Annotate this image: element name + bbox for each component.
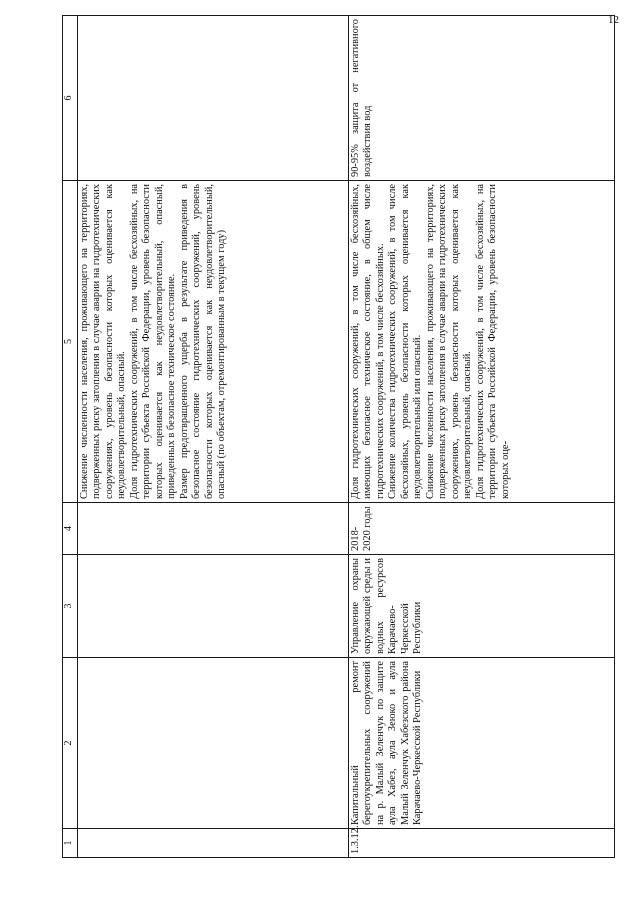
- cell-number: [78, 829, 349, 858]
- header-col-1: 1: [63, 829, 78, 858]
- cell-name: [78, 658, 349, 829]
- cell-period: [78, 503, 349, 555]
- header-col-5: 5: [63, 181, 78, 503]
- cell-number: 1.3.12.: [349, 829, 615, 858]
- header-row: [63, 16, 78, 858]
- indicator-text: Доля гидротехнических сооружений, в том числе бесхозяйных, имеющих безопасное техническое состояние, в общем числе гидротехнических сооружений, в том числе бесхозяйных.: [350, 184, 386, 499]
- indicator-text: Снижение численности населения, проживающего на территориях, подверженных риску затопления в случае аварии на гидротехнических сооружениях, уровень безопасности которых оценивается как неудовлетворительный, опасный.: [79, 184, 128, 499]
- cell-effect: 90-95% защита от негативного воздействия вод: [349, 16, 615, 181]
- cell-indicators: [349, 181, 615, 503]
- cell-executor: Управление охраны окружающей среды и водных ресурсов Карачаево-Черкесской Республики: [349, 555, 615, 658]
- cell-indicators: [78, 181, 349, 503]
- table-row-continued: [78, 16, 349, 858]
- program-table: [62, 15, 615, 858]
- indicator-text: Размер предотвращенного ущерба в результате приведения в безопасное состояние гидротехнических сооружений, уровень безопасности которых оценивается как неудовлетворительный, опасный (по объектам, отремонтированным в текущем году): [178, 184, 228, 499]
- cell-effect: [78, 16, 349, 181]
- cell-name: Капитальный ремонт берегоукрепительных сооружений на р. Малый Зеленчук по защите аула Хабез, аула Зеюко и аула Малый Зеленчук Хабезского района Карачаево-Черкесской Республики: [349, 658, 615, 829]
- indicator-text: Доля гидротехнических сооружений, в том числе бесхозяйных, на территории субъекта Российской Федерации, уровень безопасности которых оце-: [474, 184, 511, 499]
- indicator-text: Снижение численности населения, проживающего на территориях, подверженных риску затопления в случае аварии на гидротехнических сооружениях, уровень безопасности которых оценивается как неудовлетворительный, опасный.: [424, 184, 474, 499]
- cell-executor: [78, 555, 349, 658]
- table-row-1-3-12: [349, 16, 615, 858]
- header-col-6: 6: [63, 16, 78, 181]
- indicator-text: Снижение количества гидротехнических сооружений, в том числе бесхозяйных, уровень безопасности которых оценивается как неудовлетворительный или опасный.: [387, 184, 424, 499]
- header-col-3: 3: [63, 555, 78, 658]
- page-number: 12: [608, 14, 619, 26]
- header-col-2: 2: [63, 658, 78, 829]
- rotated-page: [62, 16, 612, 858]
- cell-period: 2018-2020 годы: [349, 503, 615, 555]
- indicator-text: Доля гидротехнических сооружений, в том числе бесхозяйных, на территории субъекта Российской Федерации, уровень безопасности которых оценивается как неудовлетворительный, опасный, приведенных в безопасное техническое состояние.: [128, 184, 178, 499]
- header-col-4: 4: [63, 503, 78, 555]
